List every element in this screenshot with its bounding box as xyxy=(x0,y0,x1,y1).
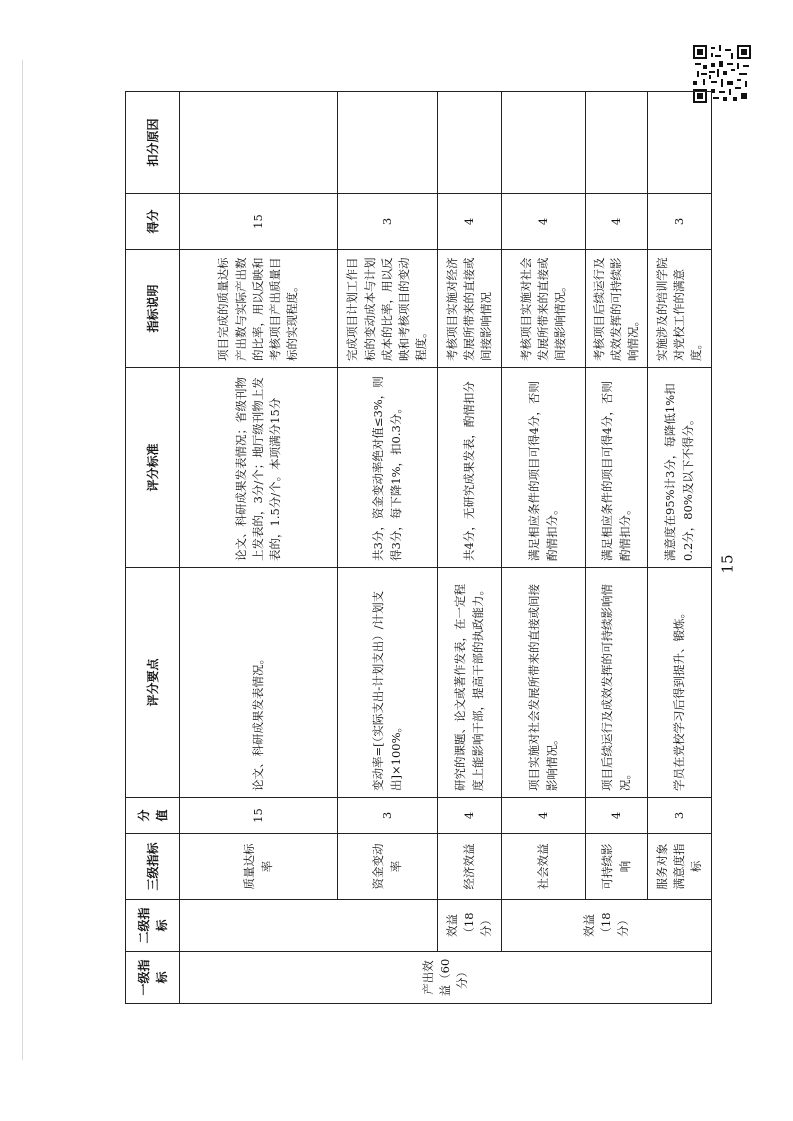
deduction-cell xyxy=(502,92,586,194)
level1-cell: 产出效益（60分） xyxy=(180,952,712,1004)
score-value-cell: 3 xyxy=(648,798,712,834)
key-points-cell: 论文、科研成果发表情况。 xyxy=(180,568,338,798)
level2-cell-empty xyxy=(180,900,438,952)
description-cell: 考核项目实施对社会发展所带来的直接或间接影响情况。 xyxy=(502,250,586,368)
header-level3: 三级指标 xyxy=(126,834,180,900)
header-score-value: 分值 xyxy=(126,798,180,834)
level3-cell: 资金变动率 xyxy=(338,834,438,900)
key-points-cell: 项目实施对社会发展所带来的直接或间接影响情况。 xyxy=(502,568,586,798)
deduction-cell xyxy=(586,92,648,194)
scan-edge-left xyxy=(22,60,23,1060)
score-cell: 3 xyxy=(338,194,438,250)
header-deduction: 扣分原因 xyxy=(126,92,180,194)
deduction-cell xyxy=(180,92,338,194)
level2-cell: 效益（18分） xyxy=(438,900,502,952)
page-number: 15 xyxy=(718,554,737,574)
header-standard: 评分标准 xyxy=(126,368,180,568)
header-key-points: 评分要点 xyxy=(126,568,180,798)
deduction-cell xyxy=(338,92,438,194)
standard-cell: 满意度在95%计3分，每降低1%扣0.2分，80%及以下不得分。 xyxy=(648,368,712,568)
header-level2: 二级指标 xyxy=(126,900,180,952)
score-cell: 4 xyxy=(502,194,586,250)
deduction-cell xyxy=(438,92,502,194)
level2-cell: 效益（18分） xyxy=(502,900,712,952)
description-cell: 考核项目实施对经济发展所带来的直接或间接影响情况 xyxy=(438,250,502,368)
header-description: 指标说明 xyxy=(126,250,180,368)
score-cell: 4 xyxy=(586,194,648,250)
standard-cell: 满足相应条件的项目可得4分，否则酌情扣分。 xyxy=(586,368,648,568)
deduction-cell xyxy=(648,92,712,194)
standard-cell: 满足相应条件的项目可得4分，否则酌情扣分。 xyxy=(502,368,586,568)
table-row xyxy=(438,92,502,1004)
level3-cell: 经济效益 xyxy=(438,834,502,900)
header-level1: 一级指标 xyxy=(126,952,180,1004)
score-cell: 3 xyxy=(648,194,712,250)
standard-cell: 论文、科研成果发表情况；省级刊物上发表的，3分/个；地厅级刊物上发表的，1.5分/个。本项满分15分 xyxy=(180,368,338,568)
key-points-cell: 变动率=[（实际支出-计划支出）/计划支出]×100%。 xyxy=(338,568,438,798)
description-cell: 项目完成的质量达标产出数与实际产出数的比率，用以反映和考核项目产出质量目标的实现程度。 xyxy=(180,250,338,368)
table-row xyxy=(180,92,338,1004)
score-cell: 4 xyxy=(438,194,502,250)
table-row xyxy=(502,92,586,1004)
score-value-cell: 4 xyxy=(502,798,586,834)
description-cell: 实施涉及的培训学院对党校工作的满意度。 xyxy=(648,250,712,368)
header-score: 得分 xyxy=(126,194,180,250)
score-cell: 15 xyxy=(180,194,338,250)
description-cell: 考核项目后续运行及成效发挥的可持续影响情况。 xyxy=(586,250,648,368)
key-points-cell: 研究的课题、论文或著作发表，在一定程度上能影响干部，提高干部的执政能力。 xyxy=(438,568,502,798)
table-row xyxy=(338,92,438,1004)
level3-cell: 社会效益 xyxy=(502,834,586,900)
evaluation-table xyxy=(125,91,712,1004)
score-value-cell: 15 xyxy=(180,798,338,834)
table-row xyxy=(648,92,712,1004)
level3-cell: 服务对象满意度指标 xyxy=(648,834,712,900)
standard-cell: 共3分，资金变动率绝对值≤3%，则得3分，每下降1%，扣0.3分。 xyxy=(338,368,438,568)
standard-cell: 共4分，无研究成果发表，酌情扣分 xyxy=(438,368,502,568)
score-value-cell: 4 xyxy=(586,798,648,834)
key-points-cell: 项目后续运行及成效发挥的可持续影响情况。 xyxy=(586,568,648,798)
table-row xyxy=(586,92,648,1004)
description-cell: 完成项目计划工作目标的变动成本与计划成本的比率，用以反映和考核项目的变动程度。 xyxy=(338,250,438,368)
score-value-cell: 3 xyxy=(338,798,438,834)
level3-cell: 质量达标率 xyxy=(180,834,338,900)
score-value-cell: 4 xyxy=(438,798,502,834)
key-points-cell: 学员在党校学习后得到提升、锻炼。 xyxy=(648,568,712,798)
evaluation-table-rotated xyxy=(125,92,704,1004)
level3-cell: 可持续影响 xyxy=(586,834,648,900)
